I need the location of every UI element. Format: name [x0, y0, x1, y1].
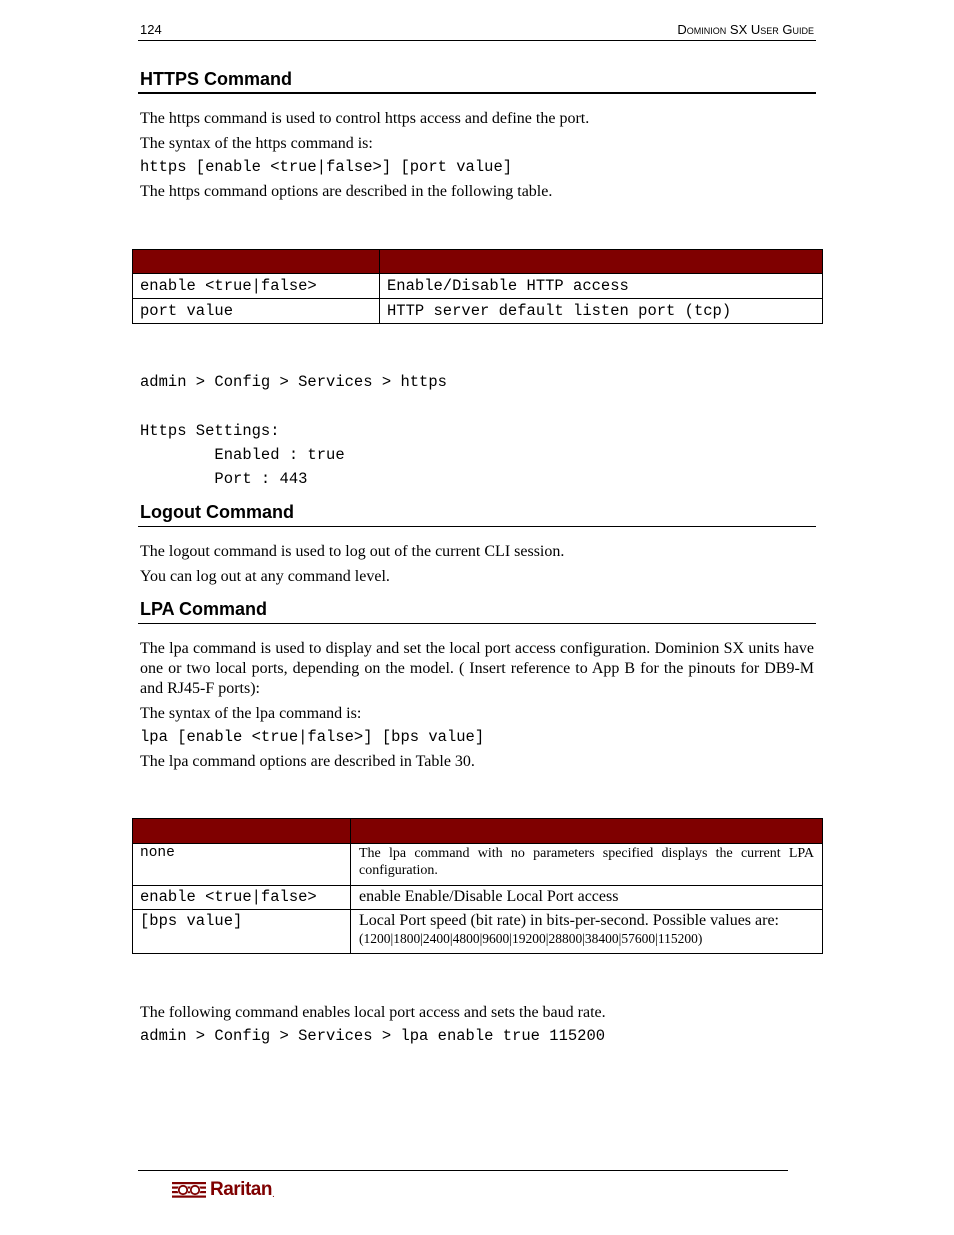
- raritan-logo-text: Raritan: [210, 1179, 272, 1200]
- https-example-enabled: Enabled : true: [140, 446, 345, 464]
- table-row: [133, 910, 823, 954]
- table-header-cell: [133, 819, 351, 844]
- https-intro: The https command is used to control https access and define the port.: [140, 110, 590, 127]
- table-row: [133, 886, 823, 910]
- https-example-port: Port : 443: [140, 470, 308, 488]
- logout-heading: Logout Command: [140, 502, 294, 522]
- table-header-cell: [133, 250, 380, 274]
- bps-values: (1200|1800|2400|4800|9600|19200|28800|38400|57600|115200): [359, 931, 703, 946]
- table-row: [133, 274, 823, 299]
- option-cell: enable <true|false>: [133, 886, 351, 910]
- raritan-logo-dot: .: [271, 1188, 275, 1200]
- lpa-syntax: lpa [enable <true|false>] [bps value]: [140, 728, 485, 746]
- bps-description: Local Port speed (bit rate) in bits-per-second. Possible values are:: [359, 912, 779, 929]
- description-cell: [351, 910, 823, 954]
- table-header-row: [133, 819, 823, 844]
- table-header-cell: [351, 819, 823, 844]
- description-cell: HTTP server default listen port (tcp): [380, 299, 823, 324]
- raritan-logo: [172, 1179, 275, 1201]
- https-options-table: [132, 249, 823, 324]
- footer-rule: [138, 1170, 788, 1171]
- guide-title: Dominion SX User Guide: [677, 22, 814, 37]
- option-cell: none: [133, 844, 351, 886]
- logout-heading-rule: [138, 526, 816, 527]
- lpa-example-command: admin > Config > Services > lpa enable true 115200: [140, 1027, 606, 1045]
- option-cell: [bps value]: [133, 910, 351, 954]
- description-cell: Enable/Disable HTTP access: [380, 274, 823, 299]
- lpa-heading: LPA Command: [140, 599, 268, 619]
- lpa-options-table: [132, 818, 823, 954]
- table-header-cell: [380, 250, 823, 274]
- https-syntax-intro: The syntax of the https command is:: [140, 135, 373, 152]
- logout-intro: The logout command is used to log out of the current CLI session.: [140, 543, 565, 560]
- https-table-intro: The https command options are described in the following table.: [140, 183, 553, 200]
- description-cell: The lpa command with no parameters specified displays the current LPA configuration.: [351, 844, 823, 886]
- description-cell: enable Enable/Disable Local Port access: [351, 886, 823, 910]
- https-heading: HTTPS Command: [140, 69, 293, 89]
- raritan-logo-icon: [172, 1179, 206, 1201]
- option-cell: enable <true|false>: [133, 274, 380, 299]
- lpa-syntax-intro: The syntax of the lpa command is:: [140, 705, 362, 722]
- page-number: 124: [140, 22, 162, 37]
- lpa-example-intro: The following command enables local port access and sets the baud rate.: [140, 1004, 606, 1021]
- logout-note: You can log out at any command level.: [140, 568, 390, 585]
- header-rule: [138, 40, 816, 41]
- https-syntax: https [enable <true|false>] [port value]: [140, 158, 513, 176]
- https-heading-rule: [138, 92, 816, 94]
- table-row: [133, 299, 823, 324]
- option-cell: port value: [133, 299, 380, 324]
- https-example-command: admin > Config > Services > https: [140, 373, 447, 391]
- lpa-table-intro: The lpa command options are described in Table 30.: [140, 753, 475, 770]
- table-row: [133, 844, 823, 886]
- lpa-heading-rule: [138, 623, 816, 624]
- https-example-output-title: Https Settings:: [140, 422, 280, 440]
- table-header-row: [133, 250, 823, 274]
- lpa-intro: The lpa command is used to display and set the local port access configuration. Dominion SX units have one or two local ports, depending on the model. ( Insert reference to App B for the pinouts for DB9-M and RJ45-F ports):: [140, 640, 814, 697]
